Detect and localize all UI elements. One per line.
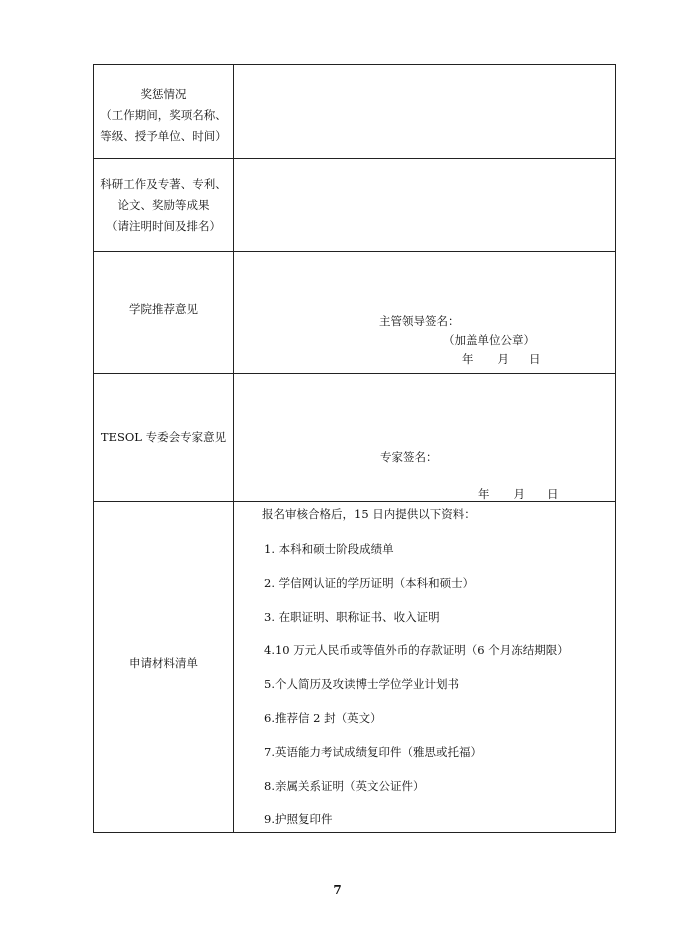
awards-label-cell xyxy=(94,65,234,159)
awards-label-line: 等级、授予单位、时间） xyxy=(100,129,227,143)
college-label: 学院推荐意见 xyxy=(129,302,198,316)
tesol-opinion-cell[interactable] xyxy=(234,374,616,502)
list-item: 6.推荐信 2 封（英文） xyxy=(264,710,382,725)
awards-label xyxy=(94,84,233,147)
tesol-date-month: 月 xyxy=(513,487,525,501)
tesol-signature-label: 专家签名： xyxy=(380,450,438,464)
research-row xyxy=(94,159,616,252)
research-label-cell xyxy=(94,159,234,252)
tesol-label: TESOL 专委会专家意见 xyxy=(100,430,227,444)
materials-label: 申请材料清单 xyxy=(129,656,198,670)
application-form-table xyxy=(93,64,616,833)
research-label xyxy=(94,174,233,237)
college-seal-note: （加盖单位公章） xyxy=(443,333,535,347)
college-date-year: 年 xyxy=(462,352,474,366)
college-row xyxy=(94,252,616,374)
college-date-month: 月 xyxy=(497,352,509,366)
materials-label-cell xyxy=(94,502,234,833)
college-signature-label: 主管领导签名： xyxy=(379,314,460,328)
materials-intro: 报名审核合格后，15 日内提供以下资料： xyxy=(262,507,476,521)
materials-row xyxy=(94,502,616,833)
college-label-cell xyxy=(94,252,234,374)
awards-label-line: 奖惩情况 xyxy=(140,87,187,101)
college-date-day: 日 xyxy=(529,352,541,366)
research-label-line: （请注明时间及排名） xyxy=(106,219,221,233)
tesol-date-day: 日 xyxy=(547,487,559,501)
list-item: 2. 学信网认证的学历证明（本科和硕士） xyxy=(264,575,475,590)
list-item: 1. 本科和硕士阶段成绩单 xyxy=(264,542,394,556)
page-number: 7 xyxy=(333,883,342,897)
tesol-label-cell xyxy=(94,374,234,502)
materials-list xyxy=(264,540,569,844)
tesol-row xyxy=(94,374,616,502)
college-opinion-cell[interactable] xyxy=(234,252,616,374)
college-date xyxy=(462,351,541,367)
research-label-line: 科研工作及专著、专利、 xyxy=(100,177,227,191)
awards-input-cell[interactable] xyxy=(234,65,616,159)
list-item: 5.个人简历及攻读博士学位学业计划书 xyxy=(264,677,459,692)
list-item: 8.亲属关系证明（英文公证件） xyxy=(264,778,425,793)
materials-list-cell xyxy=(234,502,616,833)
tesol-date xyxy=(478,486,559,502)
list-item: 3. 在职证明、职称证书、收入证明 xyxy=(264,609,440,624)
list-item: 9.护照复印件 xyxy=(264,812,333,827)
list-item: 4.10 万元人民币或等值外币的存款证明（6 个月冻结期限） xyxy=(264,643,569,658)
research-input-cell[interactable] xyxy=(234,159,616,252)
tesol-date-year: 年 xyxy=(478,487,490,501)
research-label-line: 论文、奖励等成果 xyxy=(117,198,210,212)
awards-row xyxy=(94,65,616,159)
list-item: 7.英语能力考试成绩复印件（雅思或托福） xyxy=(264,744,482,759)
awards-label-line: （工作期间，奖项名称、 xyxy=(100,108,227,122)
